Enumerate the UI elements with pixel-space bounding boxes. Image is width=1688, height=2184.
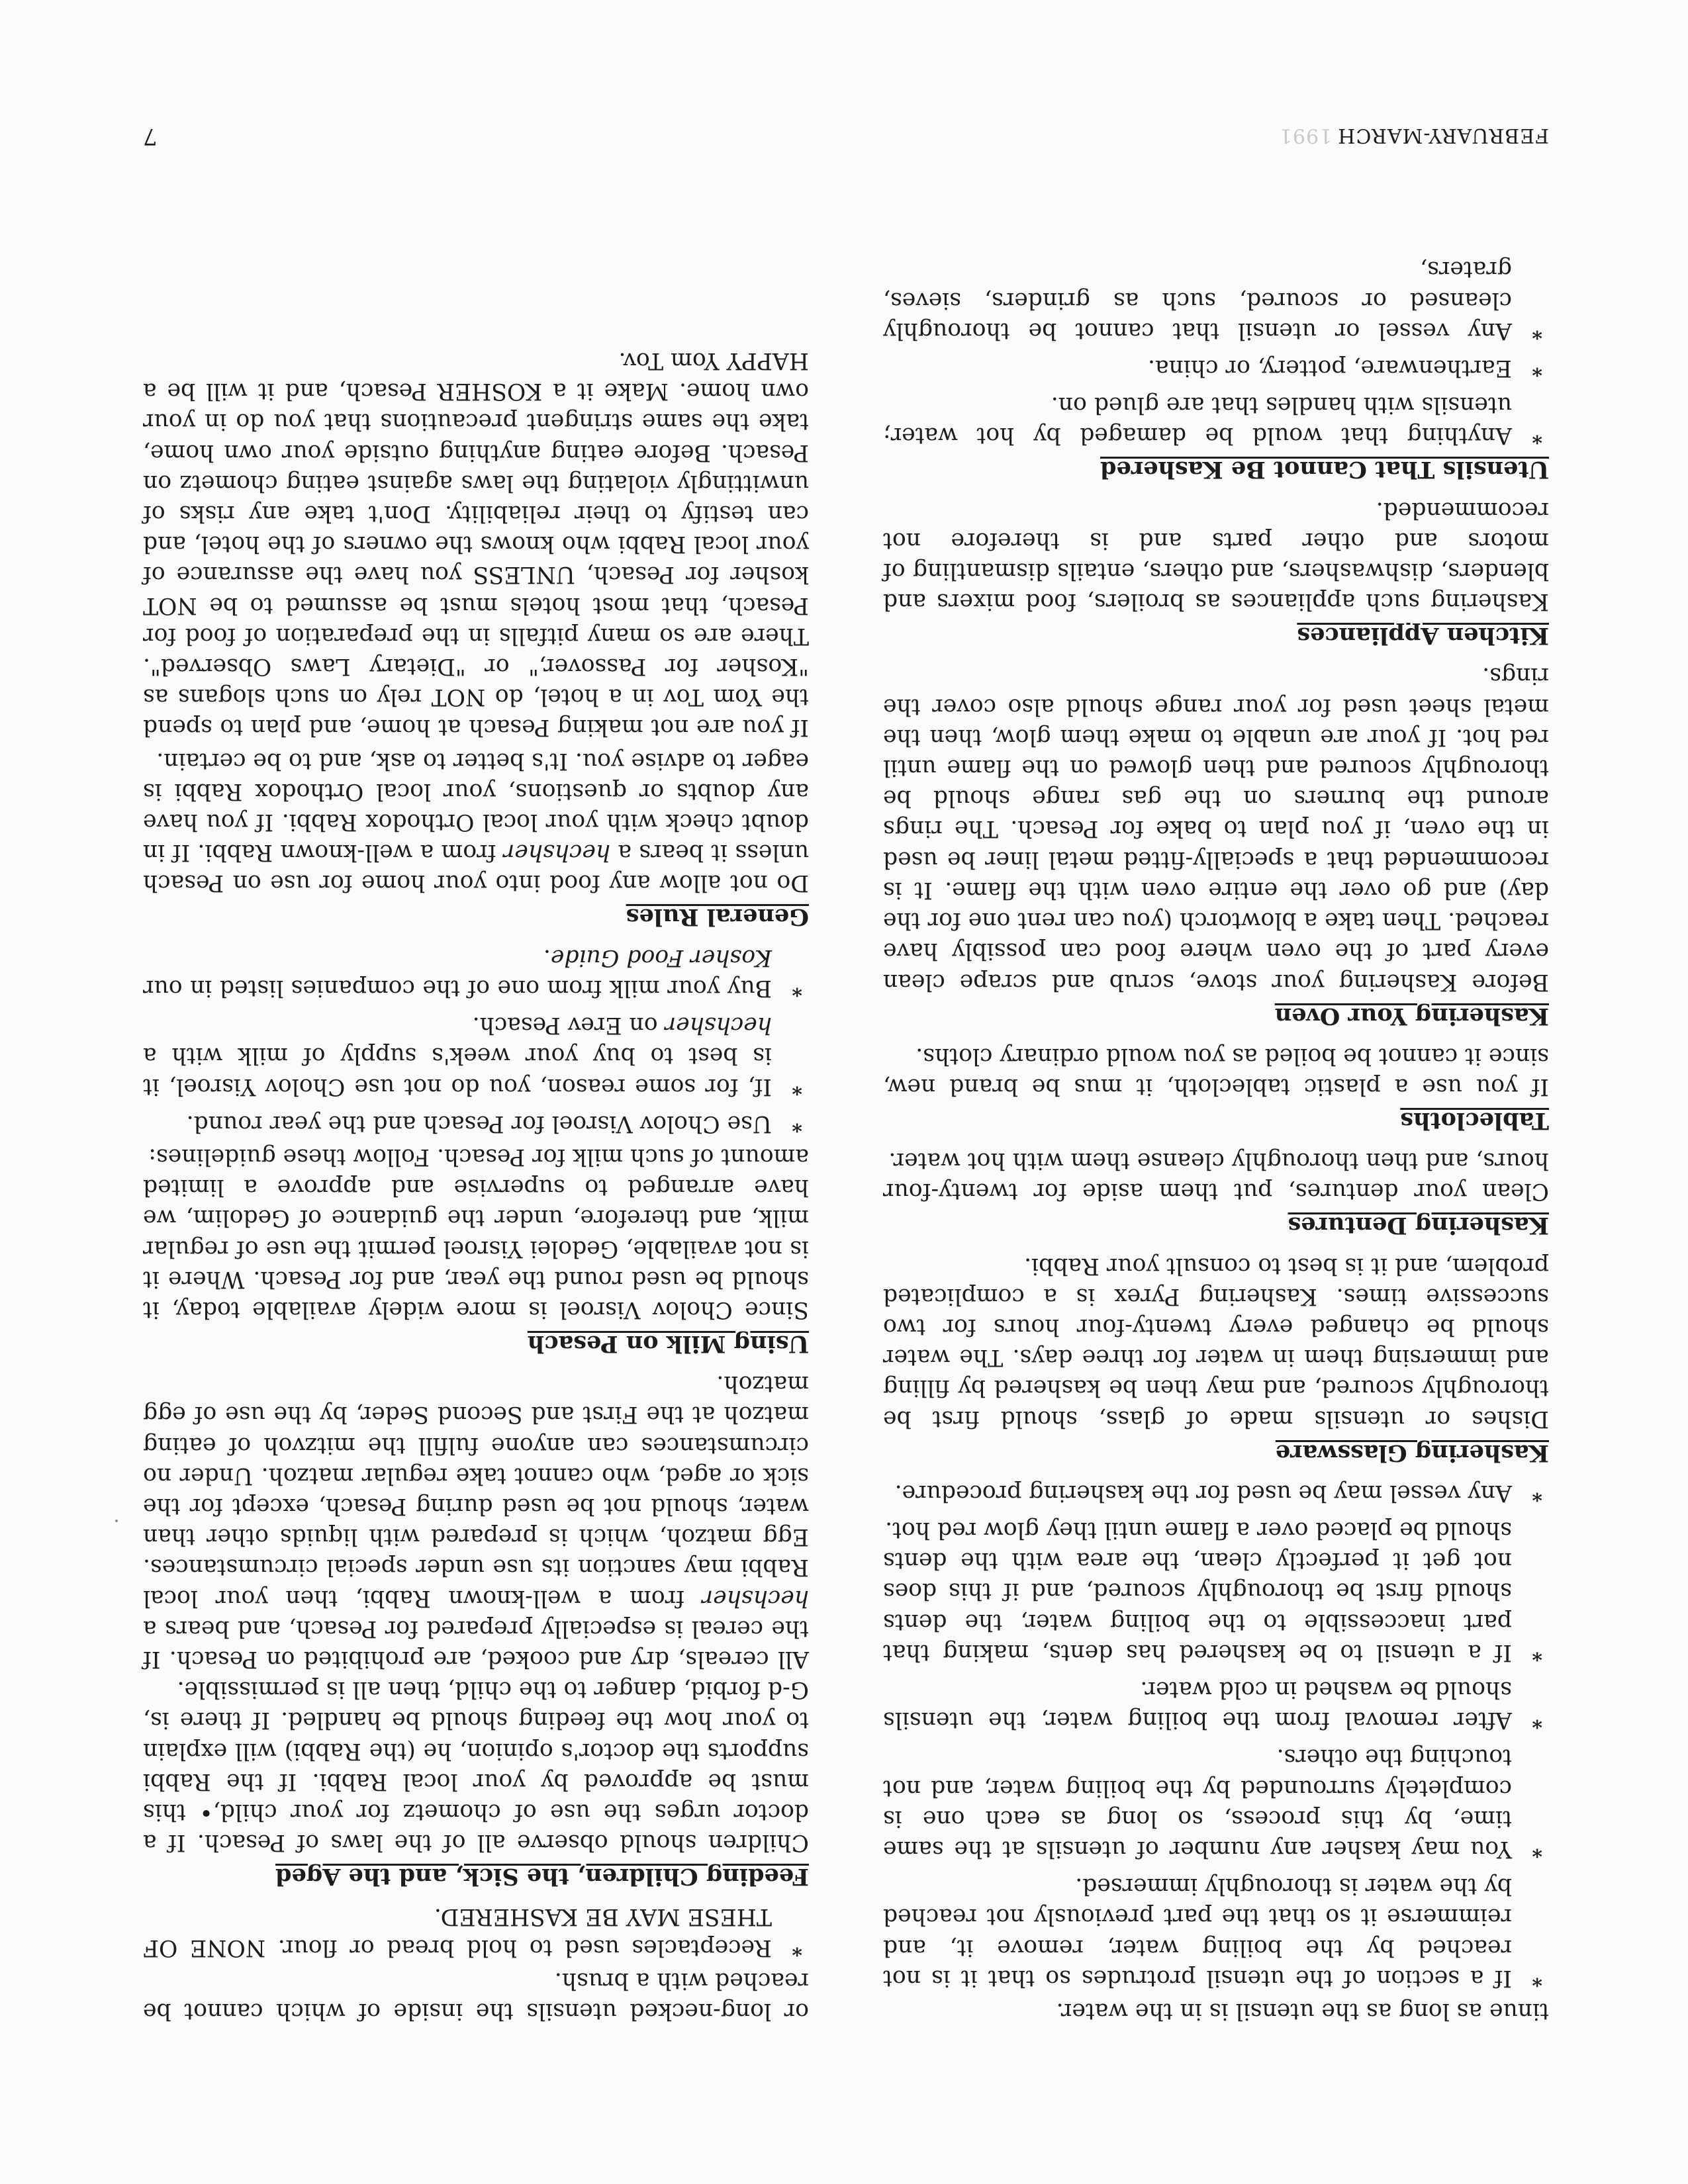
- italic-term: hechsher: [702, 1584, 809, 1612]
- heading-oven: Kashering Your Oven: [1274, 1002, 1549, 1030]
- kashering-bullet-list: [883, 1478, 1549, 1993]
- heading-glassware: Kashering Glassware: [1275, 1439, 1549, 1467]
- heading-milk: Using Milk on Pesach: [527, 1330, 809, 1357]
- left-column: [883, 248, 1549, 2026]
- paragraph-appliances: Kashering such appliances as broilers, food mixers and blenders, dishwashers, and others, entails dismantling of motors and other parts and is therefore not recommended.: [883, 496, 1549, 615]
- asterisk-bullet-icon: *: [1532, 1481, 1542, 1505]
- list-item: * If a utensil to be kashered has dents, making that part inaccessible to the boiling water, the dents should first be thoroughly scoured, and if this does not get it perfectly clean, the area with the dents should be placed over a flame until they glow red hot.: [883, 1515, 1549, 1668]
- continued-text: or long-necked utensils the inside of which cannot be reached with a brush.: [143, 1967, 809, 2025]
- list-item: * Use Cholov Visroel for Pesach and the year round.: [143, 1109, 809, 1139]
- milk-guidelines-list: [143, 942, 809, 1139]
- heading-cannot-be-kashered: Utensils That Cannot Be Kashered: [1100, 456, 1549, 484]
- heading-appliances: Kitchen Appliances: [1297, 622, 1549, 650]
- paragraph-cereals: All cereals, dry and cooked, are prohibited on Pesach. If the cereal is especially prepared for Pesach, and bears a hechsher from a well-known Rabbi, then your local Rabbi may sanction its use under special circumstances. Egg matzoh, which is prepared with liquids other than water, should not be used during Pesach, except for the sick or aged, who cannot take regular matzoh. Under no circumstances can anyone fulfill the mitzvoh of eating matzoh at the First and Second Seder, by the use of egg matzoh.: [143, 1371, 809, 1672]
- paragraph-oven: Before Kashering your stove, scrub and scrape clean every part of the oven where food can possibly have reached. Then take a blowtorch (you can rent one for the day) and go over the entire oven with the flame. It is recommended that a specially-fitted metal liner be used in the oven, if you plan to bake for Pesach. The rings around the burners on the gas range should be thoroughly scoured and then glowed on the flame until red hot. If your are unable to make them glow, then the metal sheet used for your range should also cover the rings.: [883, 662, 1549, 995]
- list-item: * If a section of the utensil protrudes so that it is not reached by the boiling water, remove it, and reimmerse it so that the part previously not reached by the water is thoroughly immersed.: [883, 1871, 1549, 1993]
- asterisk-bullet-icon: *: [1532, 357, 1542, 381]
- scan-speck: [115, 1520, 118, 1522]
- issue-date: FEBRUARY-MARCH1991: [1278, 124, 1549, 147]
- asterisk-bullet-icon: *: [1532, 424, 1542, 448]
- issue-year: 1991: [1278, 124, 1333, 147]
- list-item: * Any vessel may be used for the kashering procedure.: [883, 1478, 1549, 1508]
- italic-term: hechsher: [503, 839, 611, 866]
- list-item: * If, for some reason, you do not use Cholov Yisroel, it is best to buy your week's supply of milk with a hechsher on Erev Pesach.: [143, 1010, 809, 1102]
- asterisk-bullet-icon: *: [792, 1936, 802, 1960]
- paragraph-dentures: Clean your dentures, put them aside for twenty-four hours, and then thoroughly cleanse them with hot water.: [883, 1148, 1549, 1205]
- asterisk-bullet-icon: *: [792, 976, 802, 1000]
- list-item: * You may kasher any number of utensils at the same time, by this process, so long as each one is completely surrounded by the boiling water, and not touching the others.: [883, 1742, 1549, 1864]
- paragraph-general-1: Do not allow any food into your home for use on Pesach unless it bears a hechsher from a well-known Rabbi. If in doubt check with your local Orthodox Rabbi. If you have any doubts or questions, your local Orthodox Rabbi is eager to advise you. It's better to ask, and to be certain.: [143, 747, 809, 897]
- paragraph-feeding: Children should observe all of the laws of Pesach. If a doctor urges the use of chometz for your child,• this must be approved by your local Rabbi. If the Rabbi supports the doctor's opinion, he (the Rabbi) will explain to your how the feeding should be handled. If there is, G-d forbid, danger to the child, then all is permissible.: [143, 1676, 809, 1856]
- list-item: * Earthenware, pottery, or china.: [883, 353, 1549, 383]
- italic-term: Kosher Food Guide: [550, 944, 772, 971]
- asterisk-bullet-icon: *: [1532, 1709, 1542, 1733]
- list-item: * Buy your milk from one of the companies listed in our Kosher Food Guide.: [143, 942, 809, 1003]
- cannot-kasher-list: [883, 254, 1549, 451]
- list-item: * After removal from the boiling water, the utensils should be washed in cold water.: [883, 1674, 1549, 1735]
- page-number: 7: [143, 123, 158, 150]
- asterisk-bullet-icon: *: [792, 1112, 802, 1136]
- asterisk-bullet-icon: *: [1532, 1641, 1542, 1664]
- asterisk-bullet-icon: *: [792, 1075, 802, 1099]
- list-item: * Anything that would be damaged by hot water; utensils with handles that are glued on.: [883, 390, 1549, 451]
- heading-feeding: Feeding Children, the Sick, and the Aged: [275, 1863, 809, 1891]
- asterisk-bullet-icon: *: [1532, 1837, 1542, 1861]
- paragraph-glassware: Dishes or utensils made of glass, should first be thoroughly scoured, and may then be kashered by filling and immersing them in water for three days. The water should be changed every twenty-four hours for two successive times. Kashering Pyrex is a complicated problem, and it is best to consult your Rabbi.: [883, 1252, 1549, 1432]
- list-item: * Any vessel or utensil that cannot be thoroughly cleansed or scoured, such as grinders, sieves, graters,: [883, 254, 1549, 346]
- right-column: [143, 345, 809, 2026]
- paragraph-milk: Since Cholov Visroel is more widely available today, it should be used round the year, and for Pesach. Where it is not available, Gedolei Yisroel permit the use of regular milk, and therefore, under the guidance of Gedolim, we have arranged to supervise and approve a limited amount of such milk for Pesach. Follow these guidelines:: [143, 1143, 809, 1323]
- receptacles-list: [143, 1901, 809, 1962]
- heading-general-rules: General Rules: [626, 903, 809, 931]
- list-item: * Receptacles used to hold bread or flour. NONE OF THESE MAY BE KASHERED.: [143, 1901, 809, 1962]
- paragraph-general-2: If you are not making Pesach at home, and plan to spend the Yom Tov in a hotel, do NOT rely on such slogans as "Kosher for Passover," or "Dietary Laws Observed". There are so many pitfalls in the preparation of food for Pesach, that most hotels must be assumed to be NOT kosher for Pesach, UNLESS you have the assurance of your local Rabbi who knows the owners of the hotel, and can testify to their reliability. Don't take any risks of unwittingly violating the laws against eating chometz on Pesach. Before eating anything outside your own home, take the same stringent precautions that you do in your own home. Make it a KOSHER Pesach, and it will be a HAPPY Yom Tov.: [143, 347, 809, 741]
- heading-dentures: Kashering Dentures: [1288, 1212, 1549, 1240]
- italic-term: hechsher: [665, 1012, 772, 1039]
- asterisk-bullet-icon: *: [1532, 1966, 1542, 1990]
- page-footer: [143, 113, 1549, 152]
- heading-tablecloths: Tablecloths: [1400, 1107, 1549, 1134]
- paragraph-tablecloths: If you use a plastic tablecloth, it mus be brand new, since it cannot be boiled as you would ordinary cloths.: [883, 1042, 1549, 1100]
- continued-text: tinue as long as the utensil is in the water.: [1056, 1998, 1549, 2025]
- asterisk-bullet-icon: *: [1532, 319, 1542, 343]
